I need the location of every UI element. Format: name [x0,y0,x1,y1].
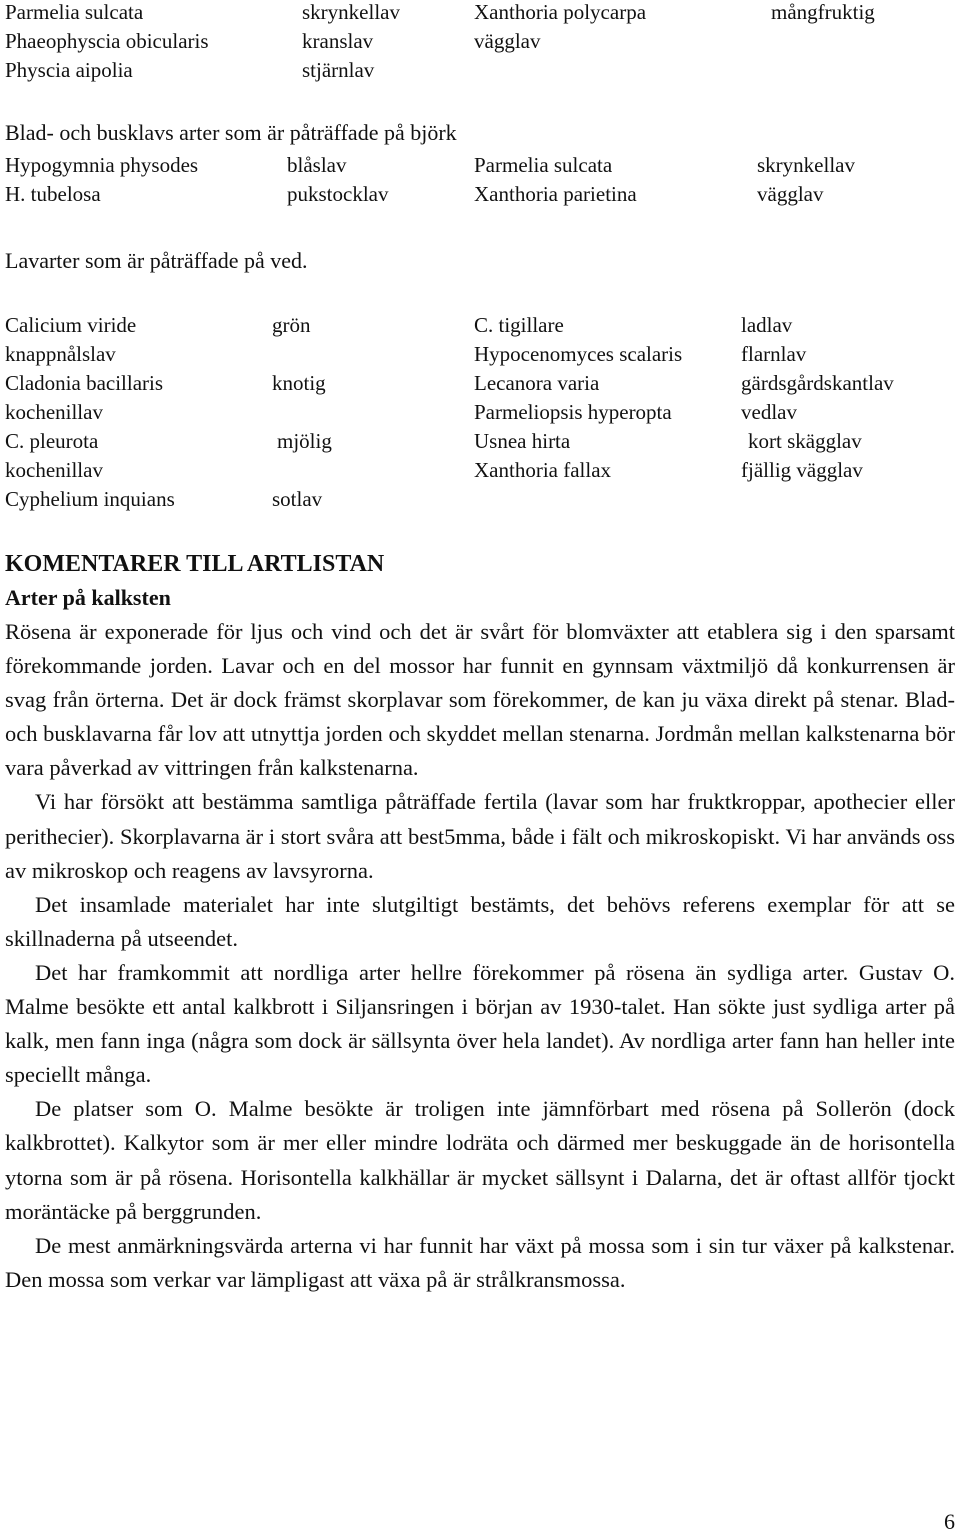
list-row [0,55,960,85]
latin-name: Usnea hirta [474,429,571,453]
list-row [0,0,960,27]
swedish-name: stjärnlav [302,58,375,82]
swedish-name: kochenillav [5,400,103,424]
swedish-name: kochenillav [5,458,103,482]
list-row [0,339,960,369]
swedish-name: knappnålslav [5,342,116,366]
paragraph: Det har framkommit att nordliga arter hellre förekommer på rösena än sydliga arter. Gustav O. Malme besökte ett antal kalkbrott i Siljansringen i början av 1930-talet. Han sökte just sydliga arter på kalk, men fann inga (några som dock är sällsynta över hela landet). Av nordliga arter fann han heller inte speciellt många. [5,959,955,1088]
list-row [0,179,960,209]
swedish-name: flarnlav [741,342,807,366]
swedish-name: sotlav [272,487,323,511]
paragraph: Det insamlade materialet har inte slutgiltigt bestämts, det behövs referens exemplar för att se skillnaderna på utseendet. [5,891,955,951]
latin-name: Lecanora varia [474,371,600,395]
swedish-name: pukstocklav [287,182,389,206]
latin-name: Hypogymnia physodes [5,153,199,177]
latin-name: Hypocenomyces scalaris [474,342,683,366]
latin-name: Xanthoria polycarpa [474,0,647,24]
section-title-wood: Lavarter som är påträffade på ved. [5,248,308,273]
list-row [0,484,960,514]
paragraph: De mest anmärkningsvärda arterna vi har funnit har växt på mossa som i sin tur växer på kalkstenar. Den mossa som verkar var lämpligast att växa på är strålkransmossa. [5,1232,955,1292]
swedish-name: skrynkellav [302,0,400,24]
list-row [0,397,960,427]
latin-name: Parmelia sulcata [474,153,613,177]
list-row [0,26,960,56]
list-row [0,310,960,340]
latin-name: Calicium viride [5,313,137,337]
list-row [0,455,960,485]
latin-name: Xanthoria fallax [474,458,612,482]
latin-name: Parmeliopsis hyperopta [474,400,672,424]
latin-name: C. tigillare [474,313,564,337]
latin-name: H. tubelosa [5,182,101,206]
latin-name: Phaeophyscia obicularis [5,29,209,53]
swedish-name: knotig [272,371,326,395]
swedish-name: fjällig vägglav [741,458,863,482]
swedish-name: mjölig [277,429,332,453]
latin-name: Physcia aipolia [5,58,133,82]
swedish-name: mångfruktig [771,0,875,24]
swedish-name: kranslav [302,29,374,53]
swedish-name: blåslav [287,153,347,177]
paragraph: De platser som O. Malme besökte är troligen inte jämnförbart med rösena på Sollerön (dock kalkbrottet). Kalkytor som är mer eller mindre lodräta och därmed mer beskuggade än de horisontella ytorna som är på rösena. Horisontella kalkhällar är mycket sällsynt i Dalarna, det är oftast allför tjockt moräntäcke på berggrunden. [5,1096,955,1224]
paragraph: Rösena är exponerade för ljus och vind och det är svårt för blomväxter att etablera sig i den sparsamt förekommande jorden. Lavar och en del mossor har funnit en gynnsam växtmiljö då konkurrensen är svag från örterna. Det är dock främst skorplavar som förekommer, de kan ju växa direkt på stenar. Blad- och busklavarna får lov att utnyttja jorden och skyddet mellan stenarna. Jordmån mellan kalkstenarna bör vara påverkad av vittringen från kalkstenarna. [5,619,955,781]
paragraph: Vi har försökt att bestämma samtliga påträffade fertila (lavar som har fruktkroppar, apothecier eller perithecier). Skorplavarna är i stort svåra att best5mma, både i fält och mikroskopiskt. Vi har används oss av mikroskop och reagens av lavsyrorna. [5,789,955,883]
swedish-name: ladlav [741,313,793,337]
latin-name: C. pleurota [5,429,99,453]
section-title-birch: Blad- och busklavs arter som är påträffade på björk [5,120,457,145]
latin-name: Parmelia sulcata [5,0,144,24]
swedish-name: skrynkellav [757,153,855,177]
list-row [0,150,960,180]
list-row [0,368,960,398]
latin-name: Xanthoria parietina [474,182,637,206]
comments-subheading: Arter på kalksten [5,585,171,610]
list-row [0,426,960,456]
swedish-name: grön [272,313,311,337]
swedish-name: vedlav [741,400,797,424]
swedish-name: vägglav [757,182,824,206]
comments-body [5,615,955,1297]
latin-name: Cyphelium inquians [5,487,175,511]
comments-heading: KOMENTARER TILL ARTLISTAN [5,551,385,577]
swedish-name: vägglav [474,29,541,53]
swedish-name: kort skägglav [748,429,862,453]
page-number: 6 [944,1509,955,1534]
swedish-name: gärdsgårdskantlav [741,371,894,395]
latin-name: Cladonia bacillaris [5,371,164,395]
